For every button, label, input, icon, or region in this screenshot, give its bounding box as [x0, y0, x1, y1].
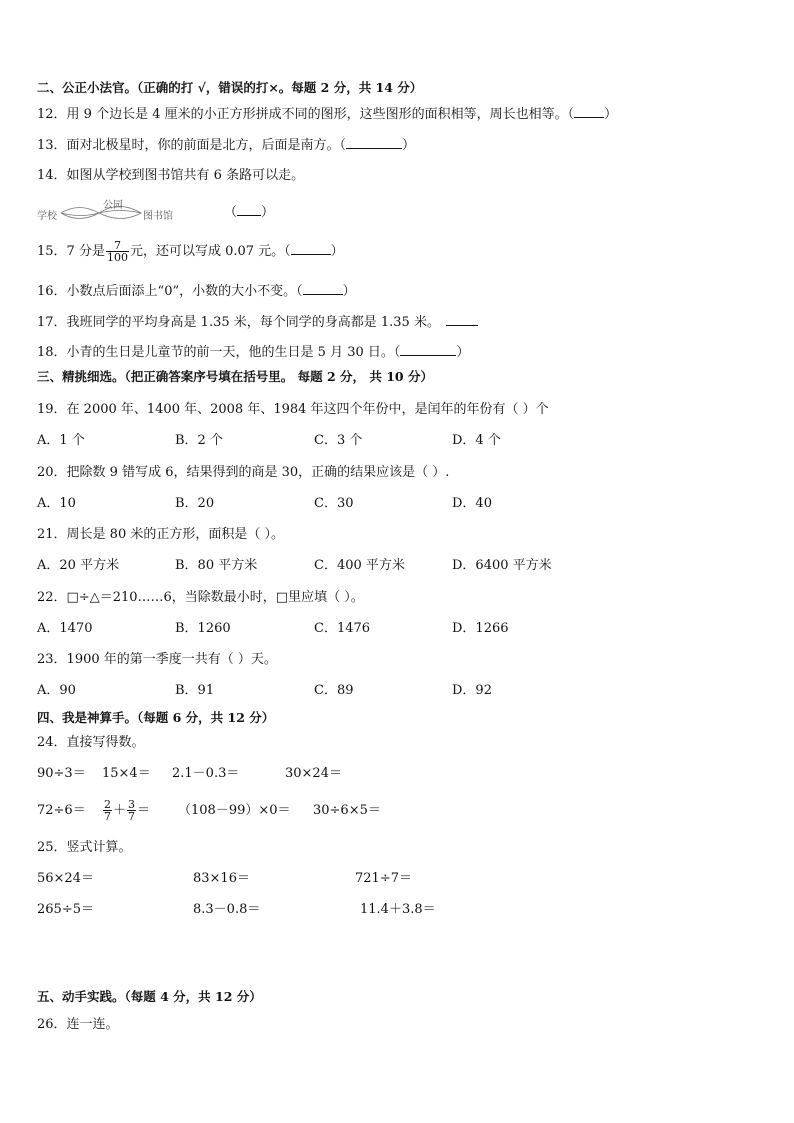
answer-blank-12[interactable] — [574, 105, 604, 118]
q22-option-d[interactable]: D．1266 — [452, 621, 509, 636]
route-path-upper-1 — [61, 208, 99, 219]
q19-option-c[interactable]: C．3 个 — [314, 433, 363, 448]
q21-option-b[interactable]: B．80 平方米 — [175, 558, 258, 573]
q23-option-a[interactable]: A．90 — [37, 683, 76, 698]
q25-item-4: 265÷5＝ — [37, 902, 94, 917]
q25-item-6: 11.4＋3.8＝ — [360, 902, 436, 917]
q19-option-b[interactable]: B．2 个 — [175, 433, 223, 448]
question-19: 19．在 2000 年、1400 年、2008 年、1984 年这四个年份中，是闰年的年份有（ ）个 — [37, 402, 549, 417]
q20-option-d[interactable]: D．40 — [452, 496, 492, 511]
question-15 — [37, 238, 344, 266]
equals-sign: ＝ — [137, 803, 151, 818]
route-path-middle-1 — [61, 213, 99, 216]
answer-blank-13[interactable] — [346, 136, 402, 149]
q24-item-2: 15×4＝ — [102, 766, 151, 781]
fraction-denominator: 100 — [106, 251, 128, 264]
answer-blank-16[interactable] — [303, 282, 343, 295]
q21-option-d[interactable]: D．6400 平方米 — [452, 558, 552, 573]
fraction-2-7 — [103, 799, 112, 822]
q24-item-8: 30÷6×5＝ — [313, 803, 381, 818]
question-13-text: 13．面对北极星时，你的前面是北方，后面是南方。（ — [37, 138, 347, 153]
question-15-text-pre: 15．7 分是 — [37, 244, 105, 259]
q24-item-4: 30×24＝ — [285, 766, 342, 781]
q24-item-1: 90÷3＝ — [37, 766, 86, 781]
answer-blank-17[interactable] — [446, 313, 478, 326]
q19-option-d[interactable]: D．4 个 — [452, 433, 501, 448]
library-label: 图书馆 — [143, 211, 173, 222]
question-24: 24．直接写得数。 — [37, 735, 145, 750]
fraction-numerator: 7 — [106, 240, 129, 252]
q20-option-a[interactable]: A．10 — [37, 496, 76, 511]
question-23: 23．1900 年的第一季度一共有（ ）天。 — [37, 652, 277, 667]
question-16-text: 16．小数点后面添上“0”，小数的大小不变。（ — [37, 284, 303, 299]
section5-title: 五、动手实践。（每题 4 分，共 12 分） — [37, 989, 262, 1004]
q23-option-d[interactable]: D．92 — [452, 683, 492, 698]
q21-option-c[interactable]: C．400 平方米 — [314, 558, 405, 573]
question-16 — [37, 282, 356, 300]
fraction-numerator: 2 — [104, 798, 111, 811]
q23-option-b[interactable]: B．91 — [175, 683, 215, 698]
answer-blank-18[interactable] — [400, 343, 456, 356]
question-14-answer — [224, 203, 274, 221]
question-26: 26．连一连。 — [37, 1017, 119, 1032]
q24-item-3: 2.1－0.3＝ — [172, 766, 240, 781]
answer-blank-14[interactable] — [237, 203, 261, 216]
question-17-text: 17．我班同学的平均身高是 1.35 米，每个同学的身高都是 1.35 米。 — [37, 315, 440, 330]
question-16-close: ） — [342, 284, 356, 299]
question-18-text: 18．小青的生日是儿童节的前一天，他的生日是 5 月 30 日。（ — [37, 345, 401, 360]
question-20: 20．把除数 9 错写成 6，结果得到的商是 30，正确的结果应该是（ ）. — [37, 465, 450, 480]
question-15-close: ） — [330, 244, 344, 259]
question-12-close: ） — [604, 107, 618, 122]
section3-title: 三、精挑细选。（把正确答案序号填在括号里。 每题 2 分， 共 10 分） — [37, 369, 433, 384]
route-diagram — [37, 198, 197, 228]
question-22: 22．□÷△＝210……6，当除数最小时，□里应填（ ）。 — [37, 590, 364, 605]
q21-option-a[interactable]: A．20 平方米 — [37, 558, 120, 573]
question-12-text: 12．用 9 个边长是 4 厘米的小正方形拼成不同的图形，这些图形的面积相等，周长也相等。（ — [37, 107, 575, 122]
q24-item-6 — [102, 792, 150, 830]
q24-item-7: （108－99）×0＝ — [178, 803, 291, 818]
question-13 — [37, 136, 415, 154]
fraction-denominator: 7 — [128, 810, 136, 823]
q24-item-5: 72÷6＝ — [37, 803, 86, 818]
q25-item-5: 8.3－0.8＝ — [193, 902, 261, 917]
park-label: 公园 — [103, 200, 123, 211]
school-label: 学校 — [37, 211, 57, 222]
question-18 — [37, 343, 469, 361]
q25-item-2: 83×16＝ — [193, 871, 250, 886]
question-14-close: ） — [261, 205, 275, 220]
q25-item-1: 56×24＝ — [37, 871, 94, 886]
question-17 — [37, 313, 478, 331]
q25-item-3: 721÷7＝ — [355, 871, 412, 886]
question-25: 25．竖式计算。 — [37, 840, 132, 855]
question-14-open: （ — [224, 205, 238, 220]
section2-title: 二、公正小法官。（正确的打 √，错误的打×。每题 2 分，共 14 分） — [37, 80, 423, 95]
section4-title: 四、我是神算手。（每题 6 分，共 12 分） — [37, 710, 275, 725]
question-15-text-post: 元，还可以写成 0.07 元。（ — [129, 244, 291, 259]
q23-option-c[interactable]: C．89 — [314, 683, 354, 698]
question-13-close: ） — [402, 138, 416, 153]
q22-option-b[interactable]: B．1260 — [175, 621, 231, 636]
question-12 — [37, 105, 617, 123]
q20-option-c[interactable]: C．30 — [314, 496, 354, 511]
plus-sign: ＋ — [113, 803, 127, 818]
fraction-3-7 — [127, 799, 136, 822]
answer-blank-15[interactable] — [291, 242, 331, 255]
fraction-7-100 — [106, 240, 129, 263]
fraction-numerator: 3 — [128, 798, 136, 811]
question-18-close: ） — [456, 345, 470, 360]
q22-option-c[interactable]: C．1476 — [314, 621, 371, 636]
fraction-denominator: 7 — [104, 810, 111, 823]
q22-option-a[interactable]: A．1470 — [37, 621, 93, 636]
q20-option-b[interactable]: B．20 — [175, 496, 215, 511]
question-14: 14．如图从学校到图书馆共有 6 条路可以走。 — [37, 168, 305, 183]
question-21: 21．周长是 80 米的正方形，面积是（ ）。 — [37, 527, 284, 542]
q19-option-a[interactable]: A．1 个 — [37, 433, 85, 448]
